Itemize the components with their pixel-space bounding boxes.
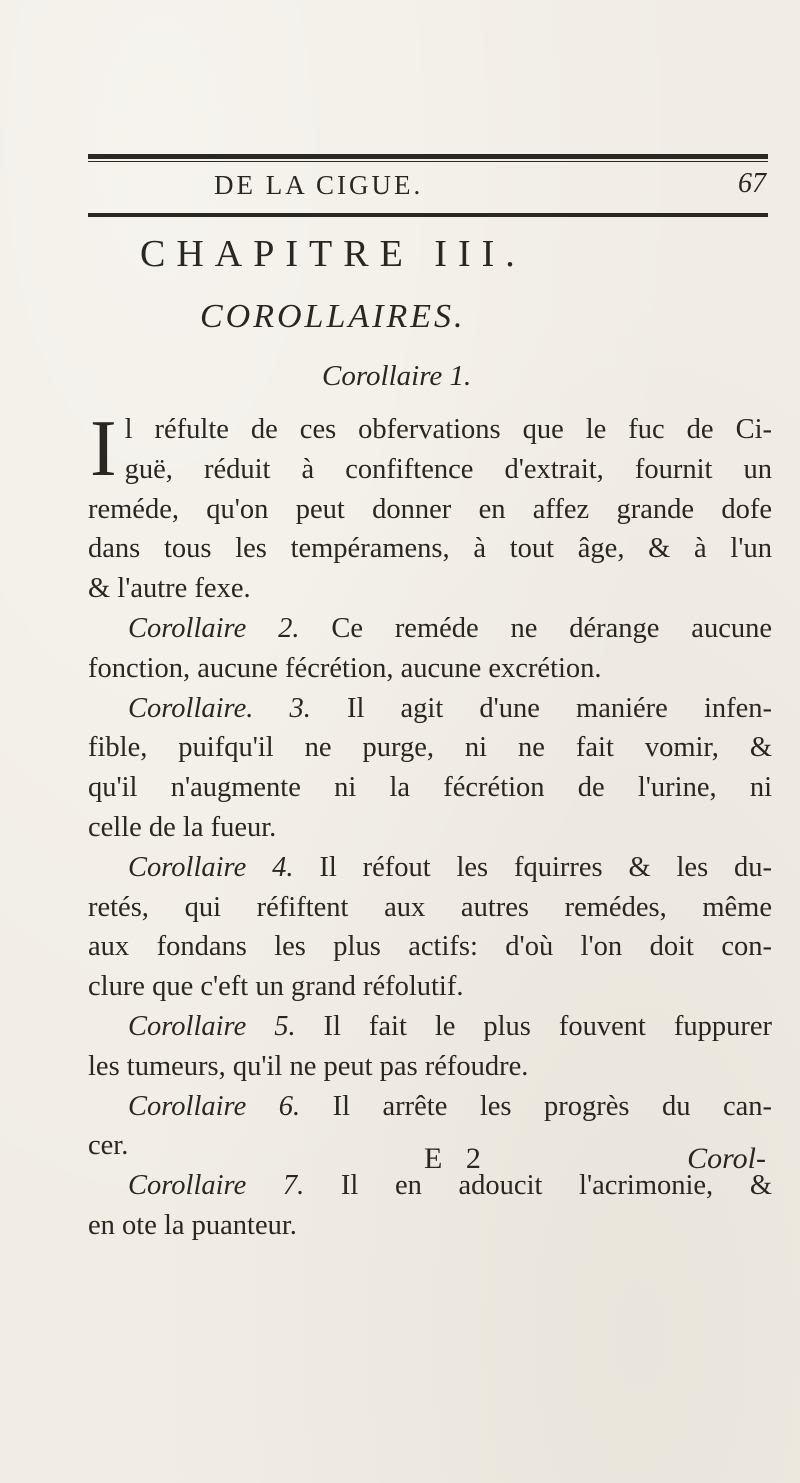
- text-line: [88, 1007, 772, 1047]
- text-line: guë, réduit à confiftence d'extrait, fournit un: [124, 453, 772, 485]
- text-line: les tumeurs, qu'il ne peut pas réfoudre.: [88, 1050, 529, 1082]
- text-line: & l'autre fexe.: [88, 573, 251, 605]
- corollary-label: Corollaire 6.: [128, 1090, 301, 1122]
- page-number: 67: [738, 168, 766, 199]
- paragraph-2: [88, 609, 772, 689]
- corollary-label: Corollaire. 3.: [128, 692, 311, 724]
- text-fragment: Il arrête les progrès du can-: [332, 1090, 773, 1122]
- text-line: retés, qui réfiftent aux autres remédes, même: [88, 891, 772, 923]
- paragraph-3: [88, 689, 772, 848]
- text-line: [88, 689, 772, 729]
- text-fragment: Ce reméde ne dérange aucune: [331, 612, 773, 644]
- chapter-heading: CHAPITRE III.: [140, 233, 526, 275]
- corollary-label: Corollaire 7.: [128, 1170, 305, 1202]
- catchword: Corol-: [687, 1142, 766, 1175]
- text-line: fible, puifqu'il ne purge, ni ne fait vomir, &: [88, 732, 772, 764]
- corollary-label: Corollaire 4.: [128, 851, 294, 883]
- paragraph-4: [88, 848, 772, 1007]
- text-line: qu'il n'augmente ni la fécrétion de l'urine, ni: [88, 772, 772, 804]
- section-label: Corollaire 1.: [322, 360, 472, 392]
- text-line: [88, 1087, 772, 1127]
- chapter-subtitle: COROLLAIRES.: [200, 298, 466, 335]
- text-line: en ote la puanteur.: [88, 1209, 297, 1241]
- paragraph-5: [88, 1007, 772, 1087]
- text-line: dans tous les tempéramens, à tout âge, & à l'un: [88, 533, 772, 565]
- corollary-label: Corollaire 2.: [128, 612, 300, 644]
- paragraph-1: [88, 405, 772, 609]
- drop-cap: I: [90, 405, 117, 493]
- running-head: [88, 168, 768, 208]
- text-fragment: Il agit d'une maniére infen-: [346, 692, 772, 724]
- text-line: cer.: [88, 1130, 129, 1162]
- text-line: reméde, qu'on peut donner en affez grande dofe: [88, 493, 772, 525]
- text-line: [88, 609, 772, 649]
- text-line: fonction, aucune fécrétion, aucune excrétion.: [88, 652, 602, 684]
- text-fragment: Il en adoucit l'acrimonie, &: [340, 1170, 773, 1202]
- text-line: clure que c'eft un grand réfolutif.: [88, 971, 464, 1003]
- body-text: [88, 405, 773, 1246]
- text-line: celle de la fueur.: [88, 811, 277, 843]
- text-fragment: Il réfout les fquirres & les du-: [319, 851, 773, 883]
- text-fragment: Il fait le plus fouvent fuppurer: [323, 1010, 773, 1042]
- text-line: [88, 848, 772, 888]
- running-head-title: DE LA CIGUE.: [214, 170, 424, 200]
- header-rule-thick: [88, 154, 768, 159]
- corollary-label: Corollaire 5.: [128, 1010, 296, 1042]
- header-rule-bottom: [88, 213, 768, 217]
- text-line: l réfulte de ces obfervations que le fuc de Ci-: [124, 414, 772, 445]
- page-footer: [88, 1142, 772, 1182]
- signature-mark: E 2: [424, 1142, 489, 1175]
- text-line: aux fondans les plus actifs: d'où l'on doit con-: [88, 931, 772, 963]
- header-rule-thin: [88, 161, 768, 162]
